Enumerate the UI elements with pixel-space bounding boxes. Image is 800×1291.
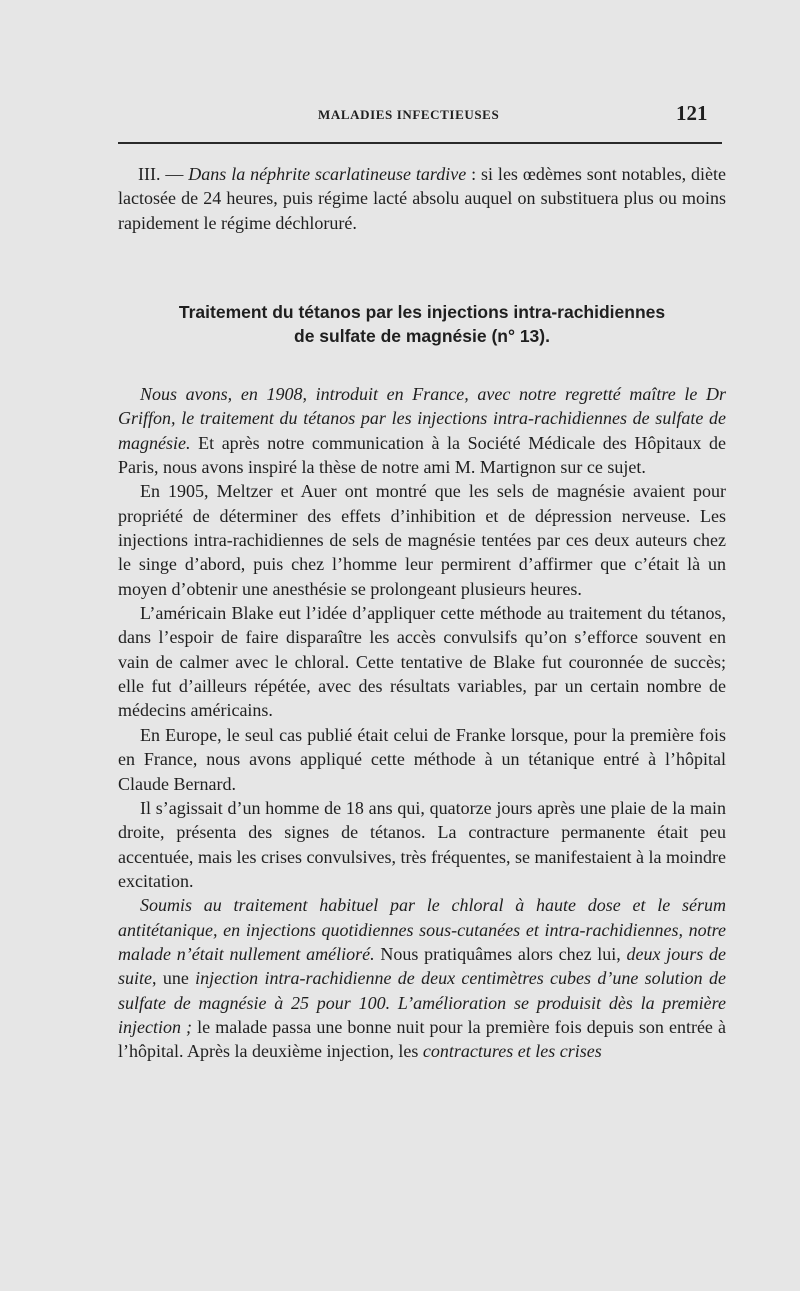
paragraph-4: En Europe, le seul cas publié était celui de Franke lorsque, pour la première fois en France, nous avons appliqué cette méthode à un tétanique entré à l’hôpital Claude Bernard. bbox=[118, 724, 726, 794]
paragraph-6-text-a: Nous pratiquâmes alors chez lui, bbox=[374, 943, 627, 964]
header-rule bbox=[118, 142, 722, 144]
heading-line-2: de sulfate de magnésie (n° 13). bbox=[294, 326, 550, 346]
paragraph-3: L’américain Blake eut l’idée d’appliquer cette méthode au traitement du tétanos, dans l’espoir de faire disparaître les accès convulsifs qu’on s’efforce souvent en vain de calmer avec le chloral. Cette tentative de Blake fut couronnée de succès; elle fut d’ailleurs répétée, avec des résultats variables, par un certain nombre de médecins américains. bbox=[118, 603, 726, 721]
section-number: III. — bbox=[138, 164, 189, 184]
body-text bbox=[118, 382, 726, 1064]
section-text: : si les œdèmes sont notables, diète lactosée de 24 heures, puis régime lacté absolu auquel on substituera plus ou moins rapidement le régime déchloruré. bbox=[118, 164, 727, 233]
paragraph-1-text: Et après notre communication à la Société Médicale des Hôpitaux de Paris, nous avons inspiré la thèse de notre ami M. Martignon sur ce sujet. bbox=[118, 432, 726, 478]
paragraph-6-italic-c: injection intra-rachidienne de deux centimètres cubes d’une solution de sulfate de magnésie à 25 pour 100. L’amélioration se produisit dès la première injection ; bbox=[118, 968, 726, 1037]
page-number: 121 bbox=[676, 101, 708, 125]
paragraph-2: En 1905, Meltzer et Auer ont montré que les sels de magnésie avaient pour propriété de déterminer des effets d’inhibition et de dépression nerveuse. Les injections intra-rachidiennes de sels de magnésie tentées par ces deux auteurs chez le singe d’abord, puis chez l’homme leur permirent d’affirmer que c’était là un moyen d’obtenir une anesthésie se prolongeant plusieurs heures. bbox=[118, 481, 726, 599]
section-heading bbox=[118, 300, 726, 348]
page-header bbox=[0, 97, 800, 131]
section-lead: Dans la néphrite scarlatineuse tardive bbox=[188, 164, 467, 184]
paragraph-5: Il s’agissait d’un homme de 18 ans qui, quatorze jours après une plaie de la main droite, présenta des signes de tétanos. La contracture permanente était peu accentuée, mais les crises convulsives, très fréquentes, se manifestaient à la moindre excitation. bbox=[118, 797, 726, 891]
heading-line-1: Traitement du tétanos par les injections intra-rachidiennes bbox=[178, 302, 666, 322]
paragraph-1 bbox=[118, 382, 726, 479]
paragraph-1-italic: Nous avons, en 1908, introduit en France, avec notre regretté maître le Dr Griffon, le traitement du tétanos par les injections intra-rachidiennes de sulfate de magnésie. bbox=[118, 384, 726, 453]
paragraph-6-text-b: , une bbox=[152, 968, 196, 989]
section-iii-paragraph bbox=[118, 162, 726, 235]
paragraph-6 bbox=[118, 893, 726, 1063]
section-iii bbox=[118, 162, 726, 235]
paragraph-6-italic-a: Soumis au traitement habituel par le chloral à haute dose et le sérum antitétanique, en injections quotidiennes sous-cutanées et intra-rachidiennes, notre malade n’était nullement amélioré. bbox=[118, 895, 726, 964]
running-title: MALADIES INFECTIEUSES bbox=[318, 107, 500, 122]
paragraph-6-text-c: le malade passa une bonne nuit pour la première fois depuis son entrée à l’hôpital. Après la deuxième injection, les bbox=[118, 1016, 726, 1062]
paragraph-6-italic-b: deux jours de suite bbox=[118, 943, 727, 989]
paragraph-6-italic-d: contractures et les crises bbox=[422, 1041, 602, 1062]
